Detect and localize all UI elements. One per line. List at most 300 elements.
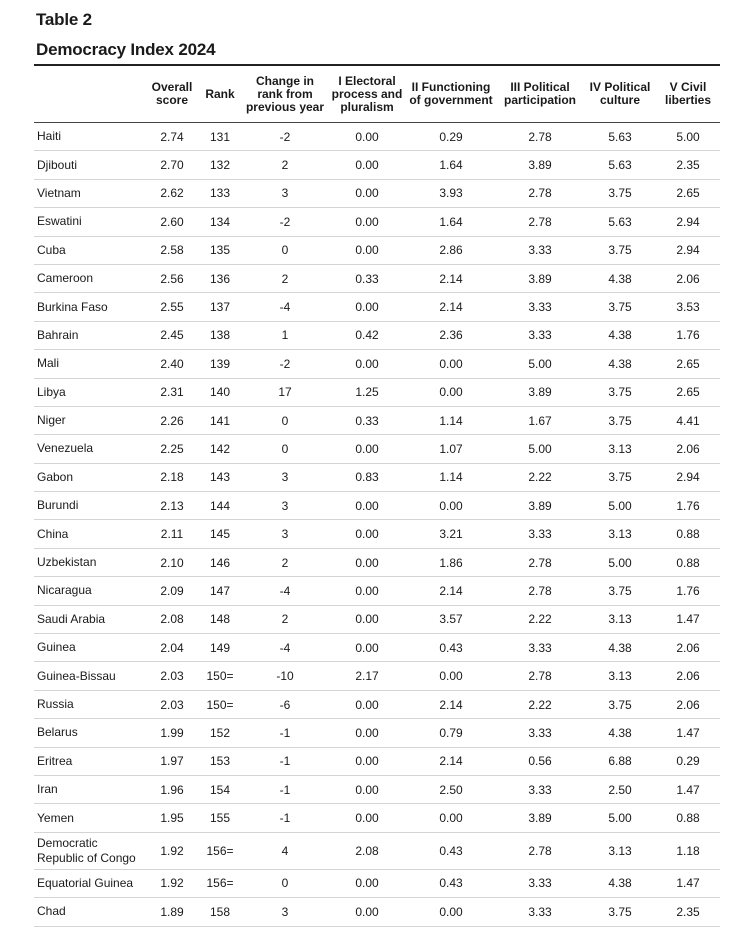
functioning-score-cell: 1.64	[406, 151, 496, 179]
civil-liberties-score-cell: 2.06	[656, 634, 720, 662]
overall-score-cell: 1.99	[146, 719, 198, 747]
electoral-score-cell: 0.00	[328, 690, 406, 718]
rank-cell: 154	[198, 775, 242, 803]
rank-cell: 158	[198, 898, 242, 926]
functioning-score-cell: 0.43	[406, 832, 496, 869]
country-cell: China	[34, 520, 146, 548]
culture-score-cell: 3.75	[584, 898, 656, 926]
table-row	[34, 123, 720, 151]
rank-change-cell: 3	[242, 463, 328, 491]
overall-score-cell: 2.31	[146, 378, 198, 406]
country-cell: Belarus	[34, 719, 146, 747]
overall-score-cell: 2.55	[146, 293, 198, 321]
table-row	[34, 775, 720, 803]
rank-cell: 139	[198, 350, 242, 378]
civil-liberties-score-cell: 2.35	[656, 151, 720, 179]
electoral-score-cell: 0.00	[328, 151, 406, 179]
civil-liberties-score-cell: 2.94	[656, 236, 720, 264]
rank-change-cell: -1	[242, 804, 328, 832]
functioning-score-cell: 0.00	[406, 662, 496, 690]
civil-liberties-score-cell: 2.06	[656, 264, 720, 292]
civil-liberties-score-cell: 4.41	[656, 406, 720, 434]
rank-cell: 132	[198, 151, 242, 179]
overall-score-cell: 2.62	[146, 179, 198, 207]
rank-cell: 150=	[198, 662, 242, 690]
country-cell: Burkina Faso	[34, 293, 146, 321]
civil-liberties-score-cell: 0.88	[656, 520, 720, 548]
header-functioning-of-government	[406, 66, 496, 123]
civil-liberties-score-cell: 1.76	[656, 577, 720, 605]
country-cell: Haiti	[34, 123, 146, 151]
civil-liberties-score-cell: 2.94	[656, 208, 720, 236]
table-row	[34, 548, 720, 576]
functioning-score-cell: 0.43	[406, 634, 496, 662]
rank-cell: 137	[198, 293, 242, 321]
overall-score-cell: 2.13	[146, 492, 198, 520]
functioning-score-cell: 0.00	[406, 492, 496, 520]
functioning-score-cell: 0.00	[406, 898, 496, 926]
overall-score-cell: 1.96	[146, 775, 198, 803]
country-cell: Mali	[34, 350, 146, 378]
electoral-score-cell: 0.00	[328, 719, 406, 747]
functioning-score-cell: 0.43	[406, 869, 496, 897]
header-line: II Functioning	[411, 80, 491, 94]
table-row	[34, 634, 720, 662]
rank-cell: 156=	[198, 832, 242, 869]
electoral-score-cell: 0.00	[328, 435, 406, 463]
participation-score-cell: 3.89	[496, 264, 584, 292]
electoral-score-cell: 0.00	[328, 634, 406, 662]
table-row	[34, 605, 720, 633]
header-line: previous year	[245, 99, 325, 114]
functioning-score-cell: 2.14	[406, 577, 496, 605]
participation-score-cell: 5.00	[496, 350, 584, 378]
rank-cell: 141	[198, 406, 242, 434]
participation-score-cell: 2.22	[496, 605, 584, 633]
rank-change-cell: 2	[242, 151, 328, 179]
table-row	[34, 804, 720, 832]
culture-score-cell: 3.13	[584, 662, 656, 690]
rank-cell: 136	[198, 264, 242, 292]
culture-score-cell: 3.75	[584, 236, 656, 264]
electoral-score-cell: 0.00	[328, 350, 406, 378]
rank-change-cell: -6	[242, 690, 328, 718]
functioning-score-cell: 1.86	[406, 548, 496, 576]
culture-score-cell: 5.63	[584, 208, 656, 236]
country-cell: Gabon	[34, 463, 146, 491]
country-cell: Nicaragua	[34, 577, 146, 605]
participation-score-cell: 1.67	[496, 406, 584, 434]
rank-change-cell: 3	[242, 492, 328, 520]
country-cell: Djibouti	[34, 151, 146, 179]
functioning-score-cell: 1.07	[406, 435, 496, 463]
civil-liberties-score-cell: 2.65	[656, 378, 720, 406]
culture-score-cell: 3.13	[584, 832, 656, 869]
civil-liberties-score-cell: 2.06	[656, 435, 720, 463]
participation-score-cell: 3.33	[496, 520, 584, 548]
culture-score-cell: 3.75	[584, 378, 656, 406]
rank-change-cell: -1	[242, 747, 328, 775]
functioning-score-cell: 1.64	[406, 208, 496, 236]
header-line: liberties	[664, 93, 712, 107]
functioning-score-cell: 2.14	[406, 747, 496, 775]
civil-liberties-score-cell: 3.53	[656, 293, 720, 321]
rank-cell: 156=	[198, 869, 242, 897]
participation-score-cell: 3.89	[496, 492, 584, 520]
table-row	[34, 321, 720, 349]
functioning-score-cell: 2.50	[406, 775, 496, 803]
electoral-score-cell: 0.00	[328, 869, 406, 897]
rank-change-cell: -2	[242, 208, 328, 236]
overall-score-cell: 2.74	[146, 123, 198, 151]
culture-score-cell: 3.13	[584, 605, 656, 633]
table-body	[34, 123, 720, 927]
functioning-score-cell: 3.21	[406, 520, 496, 548]
electoral-score-cell: 0.00	[328, 747, 406, 775]
rank-change-cell: 17	[242, 378, 328, 406]
electoral-score-cell: 1.25	[328, 378, 406, 406]
header-line: Overall	[151, 80, 193, 94]
participation-score-cell: 3.33	[496, 321, 584, 349]
country-cell: Guinea-Bissau	[34, 662, 146, 690]
electoral-score-cell: 0.00	[328, 548, 406, 576]
table-row	[34, 378, 720, 406]
participation-score-cell: 3.33	[496, 719, 584, 747]
functioning-score-cell: 0.00	[406, 350, 496, 378]
electoral-score-cell: 0.00	[328, 577, 406, 605]
overall-score-cell: 2.10	[146, 548, 198, 576]
country-cell: Cameroon	[34, 264, 146, 292]
culture-score-cell: 3.13	[584, 435, 656, 463]
country-cell: Burundi	[34, 492, 146, 520]
header-civil-liberties	[656, 66, 720, 123]
header-change-in-rank	[242, 66, 328, 123]
table-row	[34, 463, 720, 491]
democracy-index-table	[34, 66, 720, 927]
overall-score-cell: 2.45	[146, 321, 198, 349]
rank-cell: 146	[198, 548, 242, 576]
functioning-score-cell: 2.86	[406, 236, 496, 264]
rank-cell: 142	[198, 435, 242, 463]
rank-change-cell: -4	[242, 577, 328, 605]
overall-score-cell: 2.40	[146, 350, 198, 378]
civil-liberties-score-cell: 2.06	[656, 690, 720, 718]
overall-score-cell: 2.25	[146, 435, 198, 463]
participation-score-cell: 2.78	[496, 179, 584, 207]
rank-change-cell: -4	[242, 293, 328, 321]
participation-score-cell: 3.33	[496, 775, 584, 803]
country-cell: Saudi Arabia	[34, 605, 146, 633]
participation-score-cell: 2.78	[496, 123, 584, 151]
culture-score-cell: 3.75	[584, 690, 656, 718]
participation-score-cell: 3.33	[496, 236, 584, 264]
table-row	[34, 179, 720, 207]
overall-score-cell: 1.92	[146, 832, 198, 869]
header-political-participation	[496, 66, 584, 123]
electoral-score-cell: 0.83	[328, 463, 406, 491]
culture-score-cell: 2.50	[584, 775, 656, 803]
overall-score-cell: 2.18	[146, 463, 198, 491]
electoral-score-cell: 0.00	[328, 293, 406, 321]
header-line: Change in	[255, 73, 314, 88]
functioning-score-cell: 2.14	[406, 690, 496, 718]
table-row	[34, 236, 720, 264]
participation-score-cell: 2.78	[496, 548, 584, 576]
civil-liberties-score-cell: 0.29	[656, 747, 720, 775]
rank-cell: 147	[198, 577, 242, 605]
overall-score-cell: 2.08	[146, 605, 198, 633]
header-line: III Political	[510, 80, 570, 94]
rank-cell: 138	[198, 321, 242, 349]
electoral-score-cell: 0.00	[328, 605, 406, 633]
participation-score-cell: 3.89	[496, 151, 584, 179]
overall-score-cell: 2.60	[146, 208, 198, 236]
functioning-score-cell: 3.57	[406, 605, 496, 633]
rank-cell: 153	[198, 747, 242, 775]
culture-score-cell: 5.00	[584, 492, 656, 520]
rank-change-cell: 0	[242, 869, 328, 897]
culture-score-cell: 5.63	[584, 151, 656, 179]
electoral-score-cell: 0.00	[328, 179, 406, 207]
civil-liberties-score-cell: 1.18	[656, 832, 720, 869]
rank-change-cell: 4	[242, 832, 328, 869]
rank-change-cell: 2	[242, 548, 328, 576]
electoral-score-cell: 0.00	[328, 520, 406, 548]
header-row	[34, 66, 720, 123]
civil-liberties-score-cell: 5.00	[656, 123, 720, 151]
culture-score-cell: 4.38	[584, 350, 656, 378]
participation-score-cell: 2.22	[496, 690, 584, 718]
overall-score-cell: 1.92	[146, 869, 198, 897]
rank-cell: 149	[198, 634, 242, 662]
header-line: culture	[599, 93, 640, 107]
header-line: V Civil	[669, 80, 707, 94]
overall-score-cell: 2.58	[146, 236, 198, 264]
table-row	[34, 406, 720, 434]
header-electoral-process	[328, 66, 406, 123]
culture-score-cell: 5.00	[584, 804, 656, 832]
civil-liberties-score-cell: 2.06	[656, 662, 720, 690]
header-line: I Electoral	[338, 73, 396, 88]
electoral-score-cell: 0.33	[328, 406, 406, 434]
rank-cell: 145	[198, 520, 242, 548]
civil-liberties-score-cell: 1.47	[656, 719, 720, 747]
overall-score-cell: 2.56	[146, 264, 198, 292]
overall-score-cell: 2.26	[146, 406, 198, 434]
overall-score-cell: 2.11	[146, 520, 198, 548]
participation-score-cell: 2.78	[496, 832, 584, 869]
participation-score-cell: 3.89	[496, 804, 584, 832]
header-line: pluralism	[340, 99, 394, 114]
participation-score-cell: 3.33	[496, 898, 584, 926]
functioning-score-cell: 2.36	[406, 321, 496, 349]
country-cell: Cuba	[34, 236, 146, 264]
functioning-score-cell: 1.14	[406, 463, 496, 491]
overall-score-cell: 1.95	[146, 804, 198, 832]
header-line: process and	[331, 86, 403, 101]
country-cell: Niger	[34, 406, 146, 434]
participation-score-cell: 3.89	[496, 378, 584, 406]
country-cell: Uzbekistan	[34, 548, 146, 576]
culture-score-cell: 3.75	[584, 463, 656, 491]
country-cell: Equatorial Guinea	[34, 869, 146, 897]
electoral-score-cell: 0.00	[328, 775, 406, 803]
culture-score-cell: 3.75	[584, 293, 656, 321]
participation-score-cell: 3.33	[496, 293, 584, 321]
rank-cell: 155	[198, 804, 242, 832]
country-cell: Iran	[34, 775, 146, 803]
table-row	[34, 690, 720, 718]
table-row	[34, 435, 720, 463]
functioning-score-cell: 3.93	[406, 179, 496, 207]
rank-change-cell: 1	[242, 321, 328, 349]
electoral-score-cell: 0.00	[328, 236, 406, 264]
table-row	[34, 719, 720, 747]
civil-liberties-score-cell: 2.65	[656, 179, 720, 207]
culture-score-cell: 6.88	[584, 747, 656, 775]
rank-cell: 144	[198, 492, 242, 520]
participation-score-cell: 2.78	[496, 577, 584, 605]
country-cell: Russia	[34, 690, 146, 718]
country-cell: Libya	[34, 378, 146, 406]
rank-change-cell: 3	[242, 520, 328, 548]
culture-score-cell: 3.13	[584, 520, 656, 548]
overall-score-cell: 1.97	[146, 747, 198, 775]
participation-score-cell: 2.22	[496, 463, 584, 491]
culture-score-cell: 5.00	[584, 548, 656, 576]
rank-change-cell: 3	[242, 898, 328, 926]
functioning-score-cell: 2.14	[406, 264, 496, 292]
rank-cell: 134	[198, 208, 242, 236]
functioning-score-cell: 2.14	[406, 293, 496, 321]
functioning-score-cell: 1.14	[406, 406, 496, 434]
electoral-score-cell: 0.00	[328, 804, 406, 832]
electoral-score-cell: 0.00	[328, 898, 406, 926]
table-row	[34, 293, 720, 321]
electoral-score-cell: 0.00	[328, 123, 406, 151]
participation-score-cell: 2.78	[496, 208, 584, 236]
table-row	[34, 520, 720, 548]
electoral-score-cell: 2.17	[328, 662, 406, 690]
header-line: score	[155, 93, 189, 107]
electoral-score-cell: 2.08	[328, 832, 406, 869]
civil-liberties-score-cell: 1.76	[656, 492, 720, 520]
civil-liberties-score-cell: 1.47	[656, 869, 720, 897]
rank-change-cell: 0	[242, 236, 328, 264]
rank-cell: 143	[198, 463, 242, 491]
header-country	[34, 66, 146, 123]
table-row	[34, 264, 720, 292]
culture-score-cell: 3.75	[584, 406, 656, 434]
table-title: Democracy Index 2024	[36, 40, 216, 59]
table-row	[34, 208, 720, 236]
participation-score-cell: 0.56	[496, 747, 584, 775]
participation-score-cell: 3.33	[496, 634, 584, 662]
table-row	[34, 832, 720, 869]
table-row	[34, 577, 720, 605]
functioning-score-cell: 0.00	[406, 378, 496, 406]
rank-cell: 140	[198, 378, 242, 406]
civil-liberties-score-cell: 0.88	[656, 548, 720, 576]
culture-score-cell: 4.38	[584, 869, 656, 897]
country-cell: Eswatini	[34, 208, 146, 236]
rank-cell: 150=	[198, 690, 242, 718]
functioning-score-cell: 0.00	[406, 804, 496, 832]
table-row	[34, 747, 720, 775]
culture-score-cell: 4.38	[584, 321, 656, 349]
rank-cell: 148	[198, 605, 242, 633]
electoral-score-cell: 0.00	[328, 492, 406, 520]
table-row	[34, 662, 720, 690]
rank-change-cell: 3	[242, 179, 328, 207]
rank-cell: 135	[198, 236, 242, 264]
civil-liberties-score-cell: 1.47	[656, 605, 720, 633]
country-cell: Yemen	[34, 804, 146, 832]
culture-score-cell: 4.38	[584, 264, 656, 292]
country-cell: Bahrain	[34, 321, 146, 349]
participation-score-cell: 5.00	[496, 435, 584, 463]
header-line: of government	[409, 93, 493, 107]
culture-score-cell: 4.38	[584, 719, 656, 747]
table-row	[34, 898, 720, 926]
electoral-score-cell: 0.42	[328, 321, 406, 349]
overall-score-cell: 2.70	[146, 151, 198, 179]
civil-liberties-score-cell: 2.35	[656, 898, 720, 926]
civil-liberties-score-cell: 2.94	[656, 463, 720, 491]
civil-liberties-score-cell: 1.76	[656, 321, 720, 349]
country-cell: Democratic Republic of Congo	[34, 832, 146, 869]
rank-change-cell: -4	[242, 634, 328, 662]
overall-score-cell: 2.09	[146, 577, 198, 605]
rank-cell: 133	[198, 179, 242, 207]
overall-score-cell: 2.03	[146, 662, 198, 690]
rank-change-cell: 0	[242, 406, 328, 434]
electoral-score-cell: 0.00	[328, 208, 406, 236]
culture-score-cell: 3.75	[584, 179, 656, 207]
rank-change-cell: 0	[242, 435, 328, 463]
rank-change-cell: 2	[242, 264, 328, 292]
table-row	[34, 492, 720, 520]
rank-change-cell: -2	[242, 350, 328, 378]
header-line: rank from	[257, 86, 313, 101]
culture-score-cell: 3.75	[584, 577, 656, 605]
functioning-score-cell: 0.29	[406, 123, 496, 151]
header-overall-score	[146, 66, 198, 123]
civil-liberties-score-cell: 1.47	[656, 775, 720, 803]
civil-liberties-score-cell: 2.65	[656, 350, 720, 378]
functioning-score-cell: 0.79	[406, 719, 496, 747]
header-political-culture	[584, 66, 656, 123]
table-row	[34, 350, 720, 378]
table-label: Table 2	[36, 10, 92, 29]
country-cell: Chad	[34, 898, 146, 926]
header-rank	[198, 66, 242, 123]
country-cell: Eritrea	[34, 747, 146, 775]
rank-change-cell: -1	[242, 775, 328, 803]
header-line: IV Political	[589, 80, 651, 94]
rank-change-cell: -2	[242, 123, 328, 151]
country-cell: Venezuela	[34, 435, 146, 463]
header-line: Rank	[205, 86, 235, 101]
rank-cell: 152	[198, 719, 242, 747]
overall-score-cell: 2.03	[146, 690, 198, 718]
overall-score-cell: 2.04	[146, 634, 198, 662]
header-line: participation	[503, 93, 576, 107]
participation-score-cell: 3.33	[496, 869, 584, 897]
table-row	[34, 151, 720, 179]
culture-score-cell: 4.38	[584, 634, 656, 662]
culture-score-cell: 5.63	[584, 123, 656, 151]
